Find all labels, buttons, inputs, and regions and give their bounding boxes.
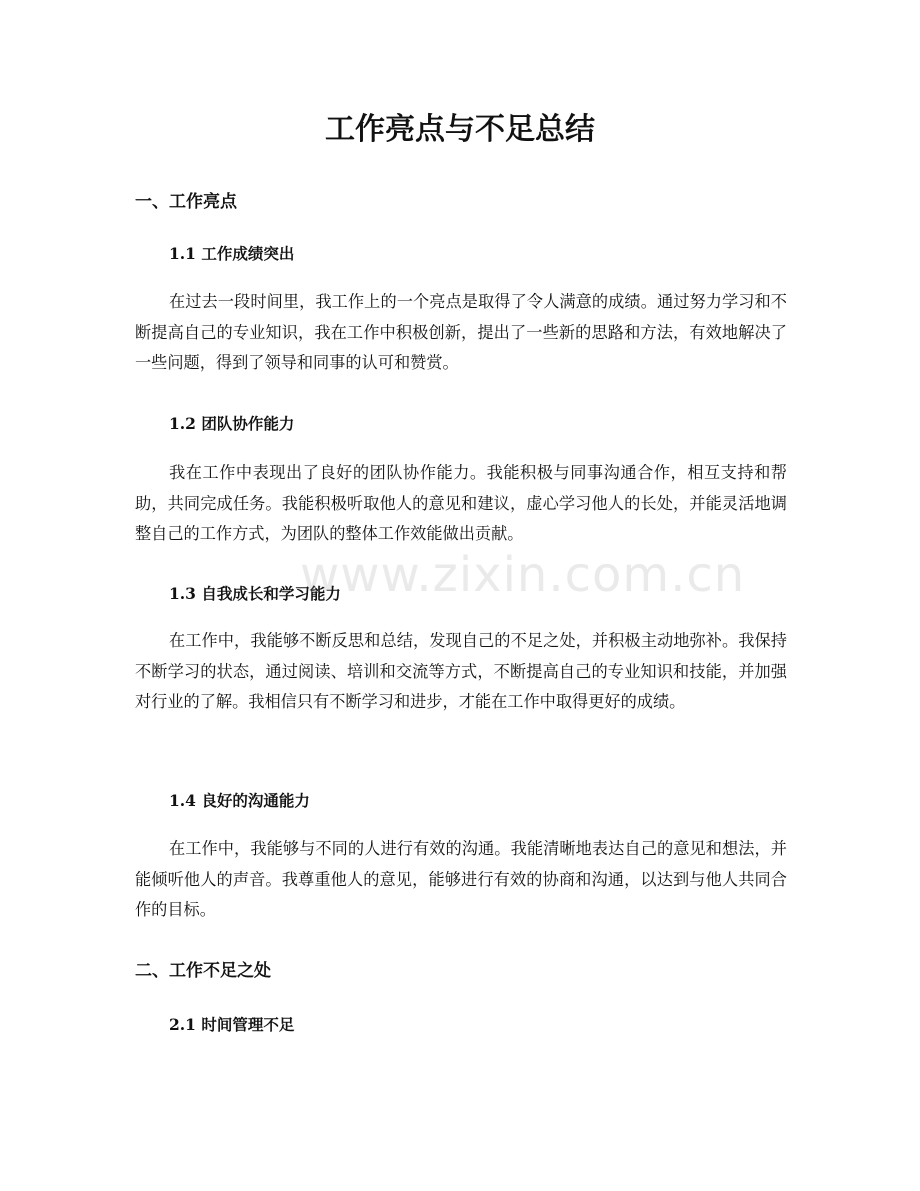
paragraph-1-3: 在工作中，我能够不断反思和总结，发现自己的不足之处，并积极主动地弥补。我保持不断学习的状态，通过阅读、培训和交流等方式，不断提高自己的专业知识和技能，并加强对行业的了解。我相信只有不断学习和进步，才能在工作中取得更好的成绩。 (135, 631, 787, 711)
section-heading-highlights: 一、工作亮点 (135, 192, 237, 212)
paragraph-1-4: 在工作中，我能够与不同的人进行有效的沟通。我能清晰地表达自己的意见和想法，并能倾听他人的声音。我尊重他人的意见，能够进行有效的协商和沟通，以达到与他人共同合作的目标。 (135, 839, 787, 919)
paragraph-1-1: 在过去一段时间里，我工作上的一个亮点是取得了令人满意的成绩。通过努力学习和不断提高自己的专业知识，我在工作中积极创新，提出了一些新的思路和方法，有效地解决了一些问题，得到了领导和同事的认可和赞赏。 (135, 292, 787, 372)
subsection-heading-1-2: 1.2 团队协作能力 (169, 414, 295, 433)
subsection-heading-1-1: 1.1 工作成绩突出 (169, 244, 295, 263)
watermark-text: www.zixin.com.cn (300, 547, 746, 603)
section-heading-shortcomings: 二、工作不足之处 (135, 961, 271, 981)
document-title: 工作亮点与不足总结 (325, 112, 595, 147)
paragraph-1-2: 我在工作中表现出了良好的团队协作能力。我能积极与同事沟通合作，相互支持和帮助，共同完成任务。我能积极听取他人的意见和建议，虚心学习他人的长处，并能灵活地调整自己的工作方式，为团队的整体工作效能做出贡献。 (135, 463, 787, 543)
subsection-heading-1-3: 1.3 自我成长和学习能力 (169, 584, 341, 603)
subsection-heading-2-1: 2.1 时间管理不足 (169, 1015, 295, 1034)
subsection-heading-1-4: 1.4 良好的沟通能力 (169, 791, 310, 810)
